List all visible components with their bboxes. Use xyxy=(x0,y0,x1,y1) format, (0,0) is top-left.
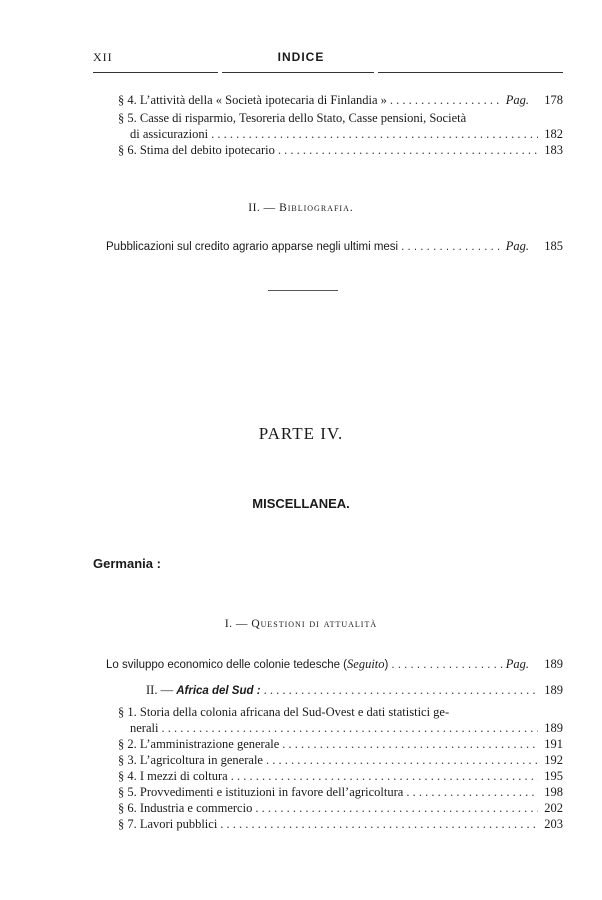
toc-page-number: 198 xyxy=(544,785,563,799)
toc-entry-italic: Seguito xyxy=(347,657,385,671)
header-rule-center xyxy=(222,72,374,73)
toc-leader xyxy=(255,800,538,816)
toc-page-number: 183 xyxy=(544,143,563,157)
toc-page-number: 203 xyxy=(544,817,563,831)
toc-page-number: 189 xyxy=(544,657,563,671)
header-rule-left xyxy=(93,72,218,73)
country-heading: Germania : xyxy=(93,556,161,571)
toc-entry-bibliografia xyxy=(106,238,563,255)
toc-entry-text: § 2. L’amministrazione generale xyxy=(118,737,280,751)
toc-leader xyxy=(278,142,538,158)
toc-entry-text: § 4. I mezzi di coltura xyxy=(118,769,228,783)
toc-entry-lavori xyxy=(118,816,563,832)
section-heading-text: Questioni di attualità xyxy=(251,618,378,630)
part-title: PARTE IV. xyxy=(258,424,344,443)
toc-entry-africa xyxy=(146,682,563,699)
toc-page-number: 192 xyxy=(544,753,563,767)
toc-page-number: 195 xyxy=(544,769,563,783)
toc-entry-text: § 7. Lavori pubblici xyxy=(118,817,218,831)
toc-entry-provvedimenti xyxy=(118,784,563,800)
toc-entry-text: nerali xyxy=(130,721,159,735)
toc-entry-storia: § 1. Storia della colonia africana del Sud-Ovest e dati statistici ge- xyxy=(118,705,450,719)
toc-leader xyxy=(390,92,503,108)
toc-entry-text: § 4. L’attività della « Società ipotecaria di Finlandia » xyxy=(118,93,387,107)
separator-rule xyxy=(268,290,338,291)
toc-pag-label: Pag. xyxy=(505,239,529,253)
toc-leader xyxy=(401,239,503,255)
toc-page-number: 202 xyxy=(544,801,563,815)
toc-entry-5: § 5. Casse di risparmio, Tesoreria dello Stato, Casse pensioni, Società xyxy=(118,111,467,125)
toc-leader xyxy=(220,816,538,832)
toc-entry-6 xyxy=(118,142,563,158)
section-heading-num: I. — xyxy=(224,618,248,630)
toc-entry-5-cont xyxy=(130,126,563,142)
section-heading-text: Bibliografia. xyxy=(279,202,354,214)
toc-leader xyxy=(161,720,538,736)
toc-leader xyxy=(406,784,538,800)
toc-entry-mezzi xyxy=(118,768,563,784)
toc-page-number: 191 xyxy=(544,737,563,751)
toc-entry-text: § 6. Stima del debito ipotecario xyxy=(118,143,275,157)
toc-pag-label: Pag. xyxy=(505,93,529,107)
toc-page-number: 189 xyxy=(544,683,563,697)
page-number: XII xyxy=(93,50,113,64)
section-heading-questioni xyxy=(0,618,602,630)
toc-entry-text: Africa del Sud : xyxy=(176,685,261,697)
toc-leader xyxy=(264,682,538,698)
toc-entry-num: II. — xyxy=(146,683,174,697)
toc-entry-industria xyxy=(118,800,563,816)
toc-page-number: 182 xyxy=(544,127,563,141)
header-rule-right xyxy=(378,72,563,73)
toc-leader xyxy=(282,736,538,752)
toc-entry-text: di assicurazioni xyxy=(130,127,209,141)
toc-entry-text: Lo sviluppo economico delle colonie tedesche ( xyxy=(106,659,348,671)
toc-page-number: 178 xyxy=(544,93,563,107)
page-title: INDICE xyxy=(277,50,325,64)
toc-entry-text: § 5. Provvedimenti e istituzioni in favore dell’agricoltura xyxy=(118,785,404,799)
toc-entry-storia-cont xyxy=(130,720,563,736)
section-title-miscellanea: MISCELLANEA. xyxy=(252,496,350,511)
toc-entry-4 xyxy=(118,92,563,108)
toc-entry-agricoltura xyxy=(118,752,563,768)
toc-leader xyxy=(391,657,502,673)
toc-entry-text: Pubblicazioni sul credito agrario apparse negli ultimi mesi xyxy=(106,241,399,253)
toc-pag-label: Pag. xyxy=(505,657,529,671)
toc-entry-text: § 6. Industria e commercio xyxy=(118,801,253,815)
toc-page-number: 189 xyxy=(544,721,563,735)
toc-leader xyxy=(211,126,538,142)
toc-entry-close: ) xyxy=(384,659,389,671)
toc-leader xyxy=(266,752,538,768)
toc-page-number: 185 xyxy=(544,239,563,253)
toc-entry-amministrazione xyxy=(118,736,563,752)
section-heading-bibliografia xyxy=(0,202,602,214)
toc-entry-text: § 3. L’agricoltura in generale xyxy=(118,753,263,767)
toc-entry-colonie xyxy=(106,656,563,673)
section-heading-num: II. — xyxy=(248,202,276,214)
toc-leader xyxy=(231,768,538,784)
